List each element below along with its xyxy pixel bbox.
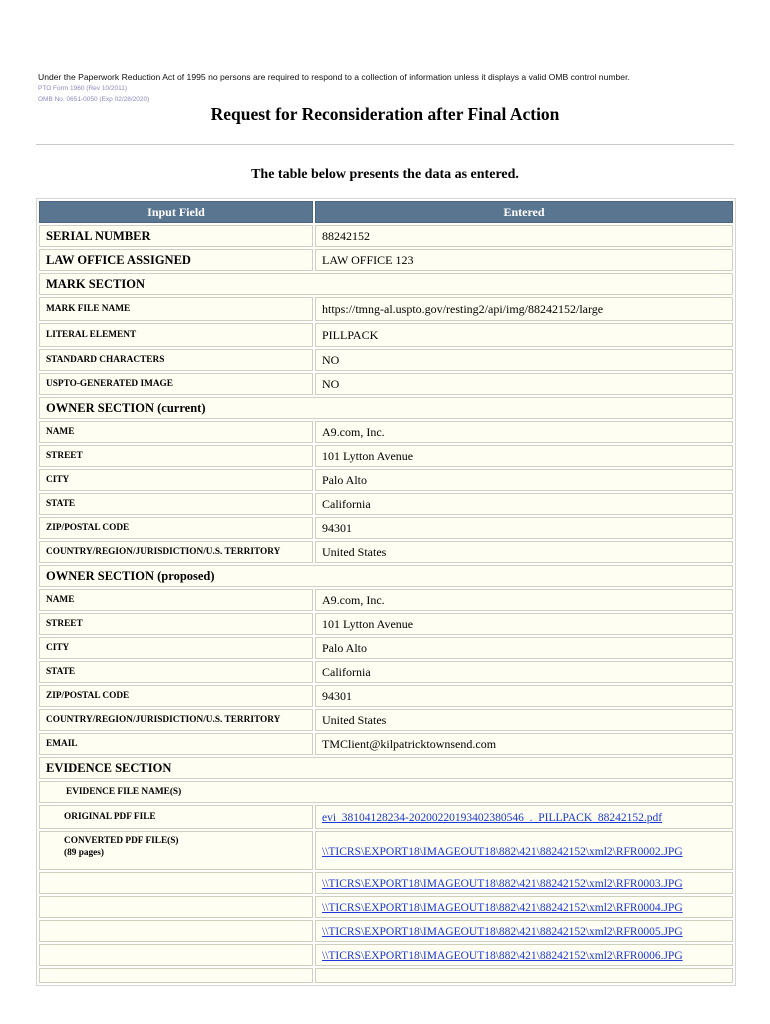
table-row xyxy=(39,445,733,467)
owner-city-value: Palo Alto xyxy=(315,469,733,491)
table-row xyxy=(39,349,733,371)
table-row xyxy=(39,661,733,683)
empty-cell xyxy=(39,872,313,894)
proposed-state-label: STATE xyxy=(39,661,313,683)
converted-file-cell xyxy=(315,896,733,918)
standard-characters-value: NO xyxy=(315,349,733,371)
proposed-street-value: 101 Lytton Avenue xyxy=(315,613,733,635)
empty-cell xyxy=(39,944,313,966)
table-row xyxy=(39,323,733,347)
divider xyxy=(36,144,734,145)
owner-state-label: STATE xyxy=(39,493,313,515)
page-subtitle: The table below presents the data as entered. xyxy=(251,167,519,182)
proposed-city-label: CITY xyxy=(39,637,313,659)
proposed-name-value: A9.com, Inc. xyxy=(315,589,733,611)
converted-file-cell xyxy=(315,920,733,942)
serial-number-value: 88242152 xyxy=(315,225,733,247)
proposed-country-label: COUNTRY/REGION/JURISDICTION/U.S. TERRITORY xyxy=(39,709,313,731)
owner-country-label: COUNTRY/REGION/JURISDICTION/U.S. TERRITORY xyxy=(39,541,313,563)
proposed-state-value: California xyxy=(315,661,733,683)
paperwork-notice: Under the Paperwork Reduction Act of 1995 no persons are required to respond to a collection of information unless it displays a valid OMB control number. xyxy=(38,72,630,82)
owner-country-value: United States xyxy=(315,541,733,563)
mark-section-heading: MARK SECTION xyxy=(39,273,733,295)
mark-file-name-value: https://tmng-al.uspto.gov/resting2/api/img/88242152/large xyxy=(315,297,733,321)
owner-current-section-heading: OWNER SECTION (current) xyxy=(39,397,733,419)
empty-cell xyxy=(315,968,733,983)
table-row xyxy=(39,896,733,918)
table-row xyxy=(39,613,733,635)
converted-pdf-label-cell xyxy=(39,831,313,870)
table-row xyxy=(39,541,733,563)
table-row xyxy=(39,517,733,539)
converted-file-cell xyxy=(315,872,733,894)
proposed-country-value: United States xyxy=(315,709,733,731)
owner-zip-label: ZIP/POSTAL CODE xyxy=(39,517,313,539)
table-row xyxy=(39,225,733,247)
serial-number-label: SERIAL NUMBER xyxy=(39,225,313,247)
proposed-street-label: STREET xyxy=(39,613,313,635)
proposed-name-label: NAME xyxy=(39,589,313,611)
table-row xyxy=(39,733,733,755)
owner-street-value: 101 Lytton Avenue xyxy=(315,445,733,467)
converted-pdf-label: CONVERTED PDF FILE(S) xyxy=(64,836,179,846)
section-row xyxy=(39,757,733,779)
owner-street-label: STREET xyxy=(39,445,313,467)
data-table xyxy=(36,198,736,986)
proposed-email-value: TMClient@kilpatricktownsend.com xyxy=(315,733,733,755)
table-row xyxy=(39,872,733,894)
owner-name-label: NAME xyxy=(39,421,313,443)
owner-proposed-section-heading: OWNER SECTION (proposed) xyxy=(39,565,733,587)
converted-file-link[interactable]: \\TICRS\EXPORT18\IMAGEOUT18\882\421\88242152\xml2\RFR0005.JPG xyxy=(322,926,683,938)
table-row xyxy=(39,297,733,321)
empty-cell xyxy=(39,920,313,942)
table-row xyxy=(39,831,733,870)
literal-element-label: LITERAL ELEMENT xyxy=(39,323,313,347)
standard-characters-label: STANDARD CHARACTERS xyxy=(39,349,313,371)
empty-cell xyxy=(39,896,313,918)
table-row xyxy=(39,944,733,966)
uspto-image-label: USPTO-GENERATED IMAGE xyxy=(39,373,313,395)
table-row xyxy=(39,685,733,707)
table-header-row xyxy=(39,201,733,223)
converted-file-cell xyxy=(315,944,733,966)
table-row xyxy=(39,373,733,395)
original-pdf-label: ORIGINAL PDF FILE xyxy=(39,805,313,829)
table-row xyxy=(39,249,733,271)
section-row xyxy=(39,565,733,587)
owner-city-label: CITY xyxy=(39,469,313,491)
proposed-zip-value: 94301 xyxy=(315,685,733,707)
uspto-image-value: NO xyxy=(315,373,733,395)
section-row xyxy=(39,397,733,419)
owner-state-value: California xyxy=(315,493,733,515)
converted-file-cell xyxy=(315,831,733,870)
evidence-section-heading: EVIDENCE SECTION xyxy=(39,757,733,779)
table-row xyxy=(39,589,733,611)
table-row xyxy=(39,637,733,659)
converted-file-link[interactable]: \\TICRS\EXPORT18\IMAGEOUT18\882\421\88242152\xml2\RFR0006.JPG xyxy=(322,950,683,962)
omb-number: OMB No. 0651-0050 (Exp 02/28/2020) xyxy=(38,96,150,103)
table-row xyxy=(39,421,733,443)
proposed-city-value: Palo Alto xyxy=(315,637,733,659)
page-title: Request for Reconsideration after Final Action xyxy=(210,104,560,124)
original-pdf-cell xyxy=(315,805,733,829)
table-row xyxy=(39,493,733,515)
law-office-label: LAW OFFICE ASSIGNED xyxy=(39,249,313,271)
table-row xyxy=(39,781,733,803)
converted-file-link[interactable]: \\TICRS\EXPORT18\IMAGEOUT18\882\421\88242152\xml2\RFR0004.JPG xyxy=(322,902,683,914)
section-row xyxy=(39,273,733,295)
literal-element-value: PILLPACK xyxy=(315,323,733,347)
converted-pdf-pages: (89 pages) xyxy=(64,848,105,858)
table-row xyxy=(39,709,733,731)
empty-cell xyxy=(39,968,313,983)
table-row xyxy=(39,920,733,942)
law-office-value: LAW OFFICE 123 xyxy=(315,249,733,271)
column-header-input-field: Input Field xyxy=(39,201,313,223)
evidence-file-names-label: EVIDENCE FILE NAME(S) xyxy=(39,781,733,803)
owner-name-value: A9.com, Inc. xyxy=(315,421,733,443)
converted-file-link[interactable]: \\TICRS\EXPORT18\IMAGEOUT18\882\421\88242152\xml2\RFR0002.JPG xyxy=(322,845,683,858)
table-row xyxy=(39,805,733,829)
proposed-zip-label: ZIP/POSTAL CODE xyxy=(39,685,313,707)
proposed-email-label: EMAIL xyxy=(39,733,313,755)
mark-file-name-label: MARK FILE NAME xyxy=(39,297,313,321)
table-row xyxy=(39,968,733,983)
original-pdf-link[interactable]: evi_38104128234-20200220193402380546_._PILLPACK_88242152.pdf xyxy=(322,812,663,824)
column-header-entered: Entered xyxy=(315,201,733,223)
converted-file-link[interactable]: \\TICRS\EXPORT18\IMAGEOUT18\882\421\88242152\xml2\RFR0003.JPG xyxy=(322,878,683,890)
form-number: PTO Form 1960 (Rev 10/2011) xyxy=(38,85,127,92)
table-row xyxy=(39,469,733,491)
owner-zip-value: 94301 xyxy=(315,517,733,539)
